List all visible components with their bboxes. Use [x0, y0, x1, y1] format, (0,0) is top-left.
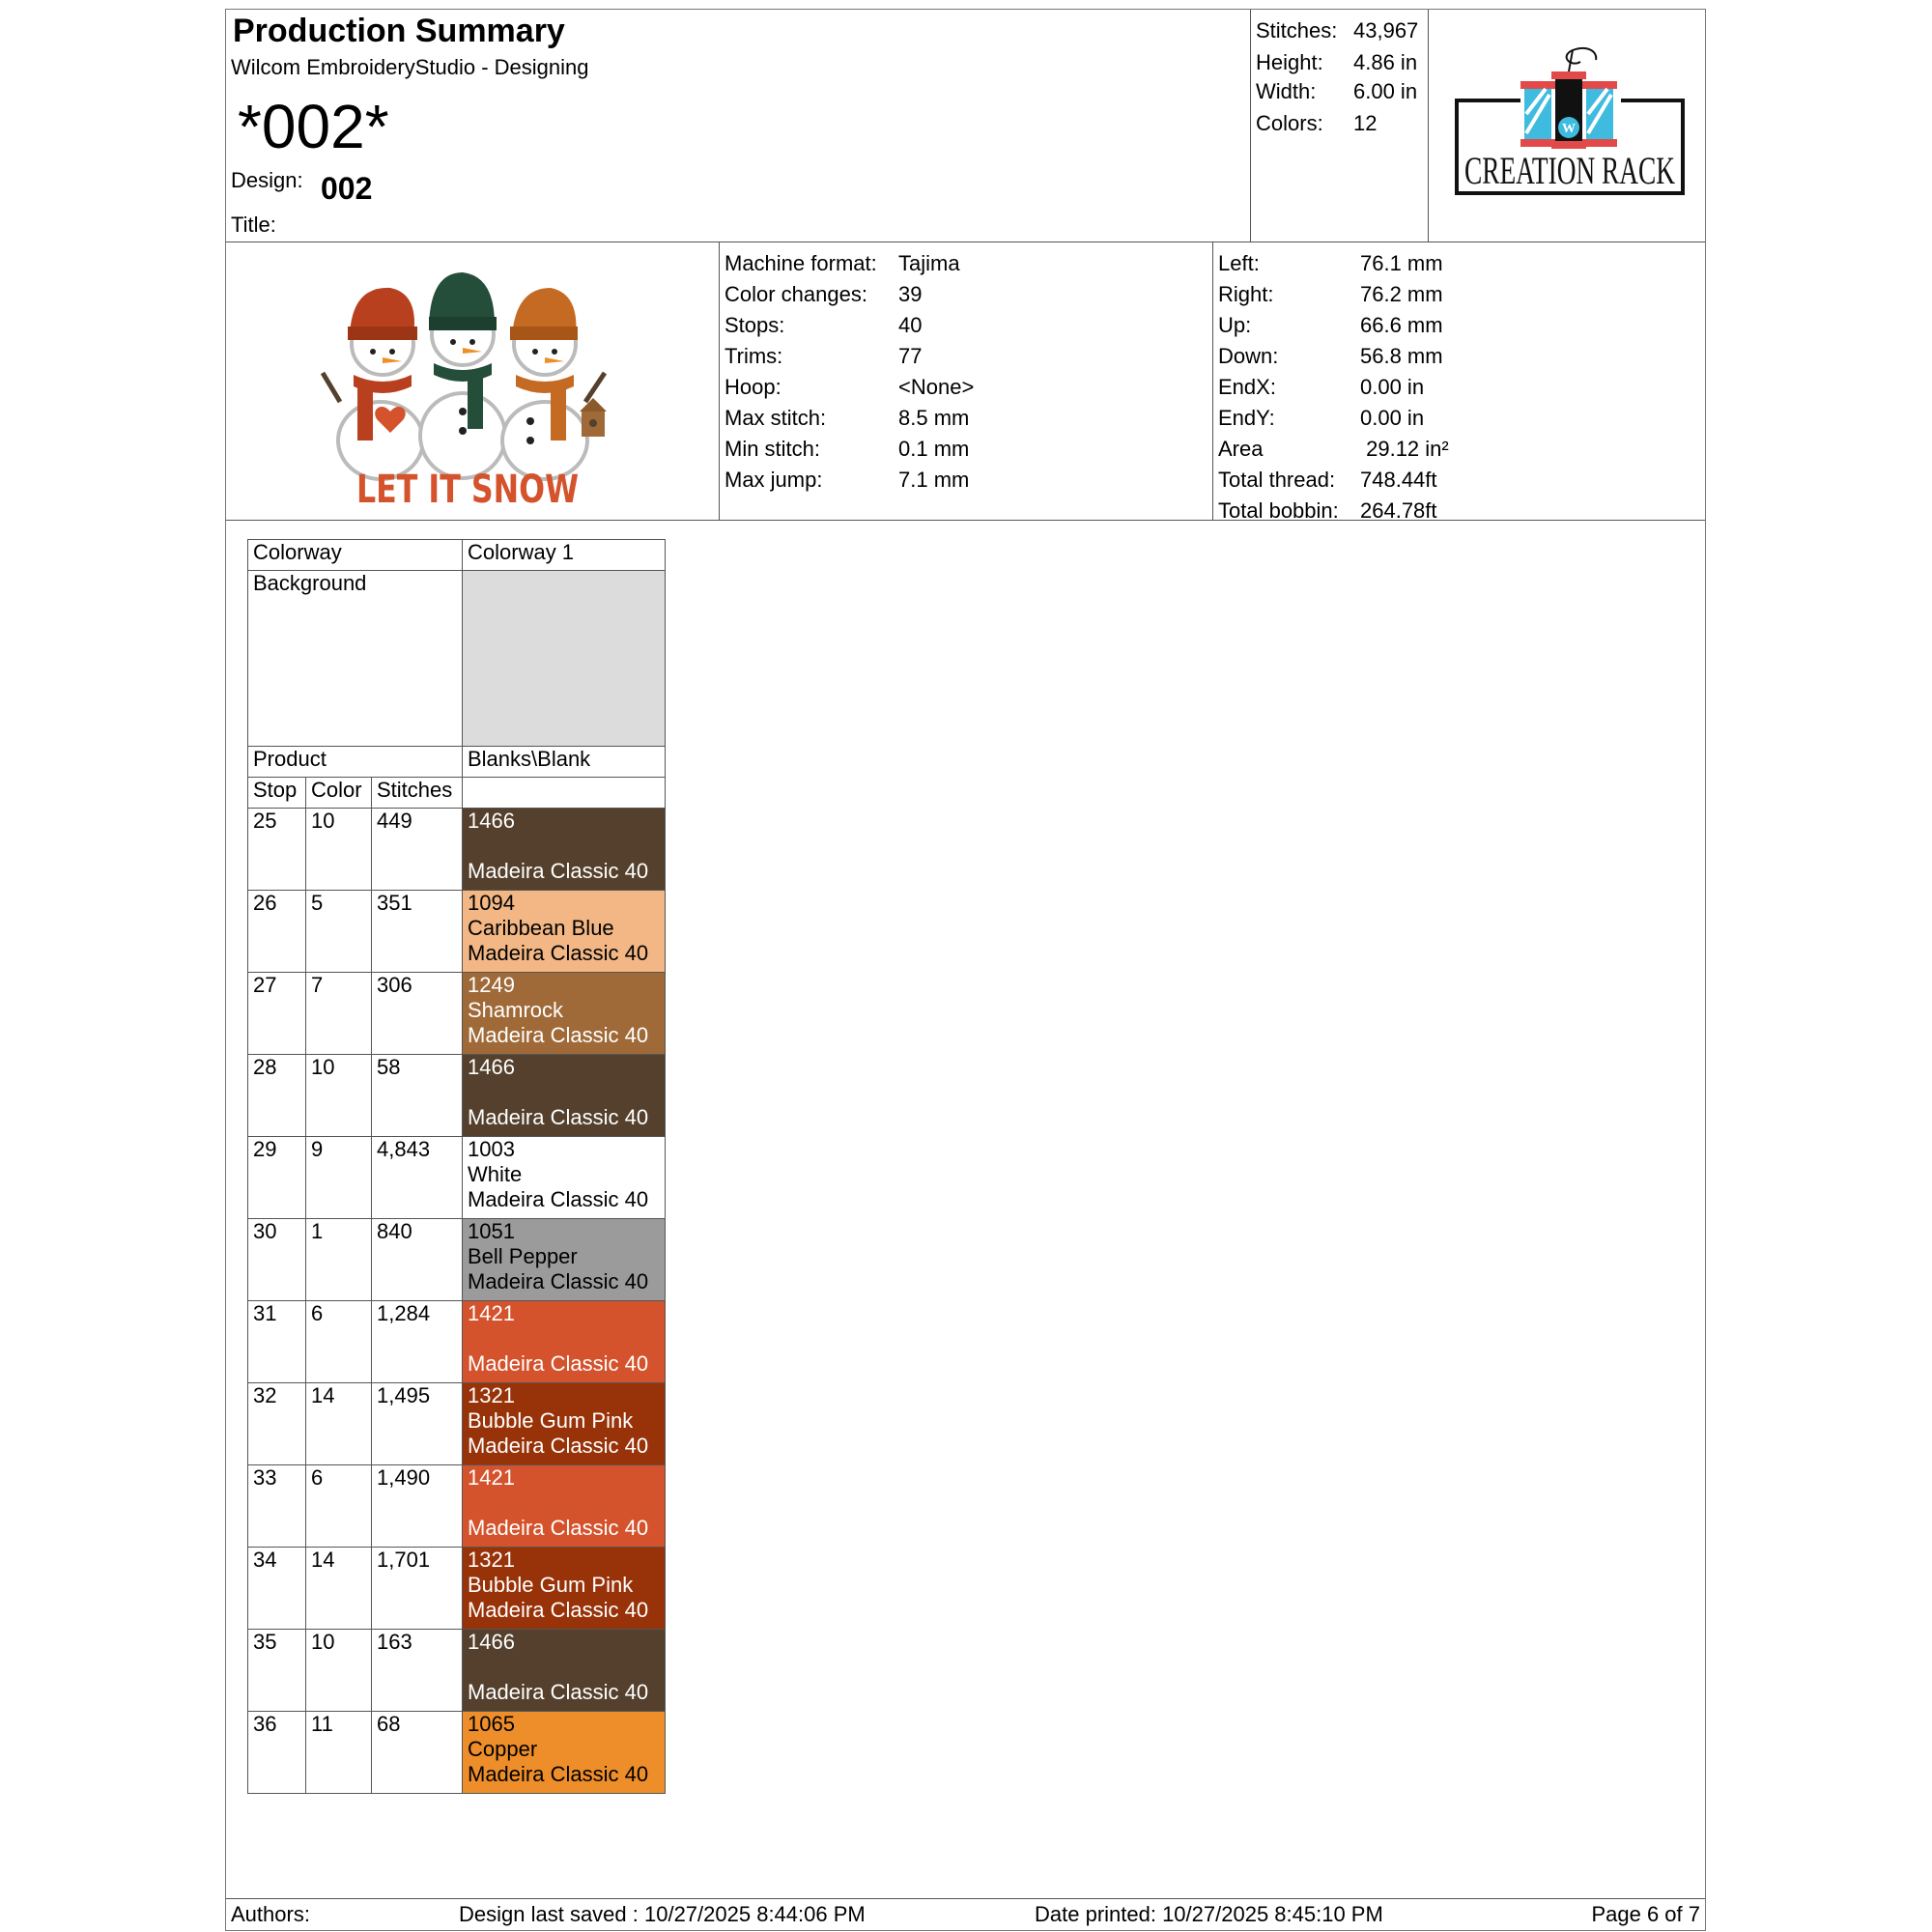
stop-cell: 26 [248, 891, 306, 973]
stop-cell: 31 [248, 1301, 306, 1383]
machine-value: 77 [898, 344, 923, 368]
extent-value: 56.8 mm [1360, 344, 1443, 368]
thread-swatch [463, 1548, 666, 1630]
design-value: 002 [321, 171, 373, 206]
color-cell: 14 [306, 1383, 372, 1465]
color-cell: 10 [306, 1630, 372, 1712]
thread-brand: Madeira Classic 40 [468, 1351, 649, 1376]
footer-last-saved: Design last saved : 10/27/2025 8:44:06 PM [459, 1902, 866, 1926]
column-header-stop: Stop [248, 778, 306, 809]
stop-cell: 30 [248, 1219, 306, 1301]
thread-name [468, 1326, 660, 1351]
width-value: 6.00 in [1353, 79, 1418, 103]
thread-name: Caribbean Blue [468, 916, 614, 940]
table-row [248, 1301, 666, 1383]
extent-value: 0.00 in [1360, 375, 1425, 399]
extent-label: Up: [1218, 313, 1252, 337]
color-cell: 9 [306, 1137, 372, 1219]
thread-name [468, 1655, 660, 1680]
thread-brand: Madeira Classic 40 [468, 1680, 649, 1704]
extent-value: 29.12 in² [1360, 437, 1449, 461]
extent-label: Right: [1218, 282, 1274, 306]
color-cell: 1 [306, 1219, 372, 1301]
colors-label: Colors: [1256, 111, 1323, 135]
thread-swatch [463, 809, 666, 891]
stitches-cell: 68 [372, 1712, 463, 1794]
stitches-label: Stitches: [1256, 18, 1338, 43]
stitches-value: 43,967 [1353, 18, 1419, 43]
thread-code: 1321 [468, 1383, 515, 1407]
production-summary-page [225, 9, 1706, 1931]
extent-label: Down: [1218, 344, 1279, 368]
height-label: Height: [1256, 50, 1323, 74]
height-value: 4.86 in [1353, 50, 1418, 74]
thread-code: 1321 [468, 1548, 515, 1572]
table-row [248, 1712, 666, 1794]
extent-value: 76.2 mm [1360, 282, 1443, 306]
thread-code: 1421 [468, 1465, 515, 1490]
footer-date-printed: Date printed: 10/27/2025 8:45:10 PM [1035, 1902, 1383, 1926]
color-cell: 6 [306, 1301, 372, 1383]
table-row [248, 1055, 666, 1137]
machine-value: 40 [898, 313, 923, 337]
thread-name: Bubble Gum Pink [468, 1573, 634, 1597]
thread-swatch [463, 1055, 666, 1137]
machine-label: Min stitch: [724, 437, 821, 461]
machine-label: Color changes: [724, 282, 867, 306]
thread-brand: Madeira Classic 40 [468, 1269, 649, 1293]
stitches-cell: 840 [372, 1219, 463, 1301]
thread-swatch [463, 1219, 666, 1301]
stitches-cell: 1,495 [372, 1383, 463, 1465]
column-header-swatch [463, 778, 666, 809]
thread-brand: Madeira Classic 40 [468, 859, 649, 883]
color-cell: 10 [306, 809, 372, 891]
stitches-cell: 351 [372, 891, 463, 973]
software-subtitle: Wilcom EmbroideryStudio - Designing [231, 55, 589, 79]
table-row [248, 1548, 666, 1630]
machine-value: <None> [898, 375, 975, 399]
machine-value: Tajima [898, 251, 960, 275]
stitches-cell: 449 [372, 809, 463, 891]
extent-label: Total thread: [1218, 468, 1336, 492]
colorway-label: Colorway [248, 540, 463, 571]
thread-swatch [463, 1712, 666, 1794]
color-cell: 10 [306, 1055, 372, 1137]
thread-name: Bell Pepper [468, 1244, 578, 1268]
extent-value: 264.78ft [1360, 498, 1437, 523]
extent-label: Left: [1218, 251, 1260, 275]
thread-brand: Madeira Classic 40 [468, 941, 649, 965]
extent-value: 748.44ft [1360, 468, 1437, 492]
thread-brand: Madeira Classic 40 [468, 1434, 649, 1458]
thread-swatch [463, 1383, 666, 1465]
table-row [248, 1137, 666, 1219]
stitches-cell: 163 [372, 1630, 463, 1712]
thread-code: 1051 [468, 1219, 515, 1243]
color-cell: 6 [306, 1465, 372, 1548]
page-title: Production Summary [233, 13, 565, 49]
thread-brand: Madeira Classic 40 [468, 1762, 649, 1786]
thread-code: 1065 [468, 1712, 515, 1736]
divider [1428, 10, 1429, 242]
background-row [248, 571, 666, 747]
color-cell: 5 [306, 891, 372, 973]
stitches-cell: 1,701 [372, 1548, 463, 1630]
thread-swatch [463, 891, 666, 973]
extent-value: 0.00 in [1360, 406, 1425, 430]
machine-label: Stops: [724, 313, 785, 337]
stop-cell: 27 [248, 973, 306, 1055]
design-preview [323, 267, 612, 512]
machine-value: 39 [898, 282, 923, 306]
spools-logo-icon [1453, 46, 1689, 206]
table-row [248, 1465, 666, 1548]
product-label: Product [248, 747, 463, 778]
machine-label: Hoop: [724, 375, 781, 399]
extent-label: EndY: [1218, 406, 1275, 430]
product-value: Blanks\Blank [463, 747, 666, 778]
column-header-color: Color [306, 778, 372, 809]
divider [1212, 242, 1213, 520]
machine-label: Trims: [724, 344, 783, 368]
creation-rack-logo [1453, 46, 1689, 206]
machine-label: Max jump: [724, 468, 823, 492]
thread-name: Shamrock [468, 998, 564, 1022]
divider [226, 1898, 1705, 1899]
width-label: Width: [1256, 79, 1317, 103]
thread-code: 1003 [468, 1137, 515, 1161]
divider [1250, 10, 1251, 242]
stitches-cell: 306 [372, 973, 463, 1055]
footer-page-number: Page 6 of 7 [1591, 1902, 1700, 1926]
svg-text:W: W [1562, 122, 1576, 136]
thread-brand: Madeira Classic 40 [468, 1516, 649, 1540]
stitches-cell: 4,843 [372, 1137, 463, 1219]
divider [719, 242, 720, 520]
stitches-cell: 1,284 [372, 1301, 463, 1383]
divider [226, 520, 1705, 521]
thread-swatch [463, 973, 666, 1055]
stop-cell: 32 [248, 1383, 306, 1465]
table-row [248, 809, 666, 891]
thread-brand: Madeira Classic 40 [468, 1105, 649, 1129]
design-label: Design: [231, 168, 303, 192]
color-cell: 11 [306, 1712, 372, 1794]
thread-name [468, 834, 660, 859]
thread-brand: Madeira Classic 40 [468, 1187, 649, 1211]
colorway-stop-rows [248, 809, 666, 1794]
extent-value: 66.6 mm [1360, 313, 1443, 337]
extent-label: Total bobbin: [1218, 498, 1339, 523]
background-label: Background [248, 571, 463, 747]
colorway-value: Colorway 1 [463, 540, 666, 571]
thread-name: Bubble Gum Pink [468, 1408, 634, 1433]
stop-cell: 33 [248, 1465, 306, 1548]
title-label: Title: [231, 213, 276, 237]
preview-caption: LET IT SNOW [356, 468, 579, 512]
table-row [248, 1630, 666, 1712]
thread-name [468, 1491, 660, 1516]
colorway-row [248, 540, 666, 571]
stop-cell: 36 [248, 1712, 306, 1794]
table-row [248, 891, 666, 973]
colors-value: 12 [1353, 111, 1378, 135]
logo-text: CREATION RACK [1464, 149, 1676, 192]
machine-value: 8.5 mm [898, 406, 970, 430]
colorway-table [247, 539, 666, 1794]
extent-label: EndX: [1218, 375, 1276, 399]
machine-value: 0.1 mm [898, 437, 970, 461]
color-cell: 14 [306, 1548, 372, 1630]
thread-code: 1094 [468, 891, 515, 915]
product-row [248, 747, 666, 778]
table-row [248, 973, 666, 1055]
thread-code: 1466 [468, 1055, 515, 1079]
table-row [248, 1383, 666, 1465]
thread-code: 1421 [468, 1301, 515, 1325]
machine-value: 7.1 mm [898, 468, 970, 492]
thread-code: 1466 [468, 809, 515, 833]
stop-cell: 35 [248, 1630, 306, 1712]
thread-swatch [463, 1137, 666, 1219]
thread-code: 1466 [468, 1630, 515, 1654]
thread-brand: Madeira Classic 40 [468, 1598, 649, 1622]
column-header-row [248, 778, 666, 809]
thread-swatch [463, 1465, 666, 1548]
snowmen-design-preview [323, 267, 612, 512]
footer-authors: Authors: [231, 1902, 310, 1926]
stop-cell: 28 [248, 1055, 306, 1137]
stop-cell: 29 [248, 1137, 306, 1219]
extent-value: 76.1 mm [1360, 251, 1443, 275]
thread-brand: Madeira Classic 40 [468, 1023, 649, 1047]
thread-name: White [468, 1162, 523, 1186]
background-swatch [463, 571, 666, 747]
table-row [248, 1219, 666, 1301]
extent-label: Area [1218, 437, 1264, 461]
machine-label: Max stitch: [724, 406, 827, 430]
stitches-cell: 1,490 [372, 1465, 463, 1548]
thread-swatch [463, 1301, 666, 1383]
stitches-cell: 58 [372, 1055, 463, 1137]
stop-cell: 34 [248, 1548, 306, 1630]
thread-name: Copper [468, 1737, 538, 1761]
thread-code: 1249 [468, 973, 515, 997]
thread-swatch [463, 1630, 666, 1712]
stop-cell: 25 [248, 809, 306, 891]
color-cell: 7 [306, 973, 372, 1055]
design-code: *002* [238, 92, 389, 161]
machine-label: Machine format: [724, 251, 877, 275]
column-header-stitches: Stitches [372, 778, 463, 809]
thread-name [468, 1080, 660, 1105]
